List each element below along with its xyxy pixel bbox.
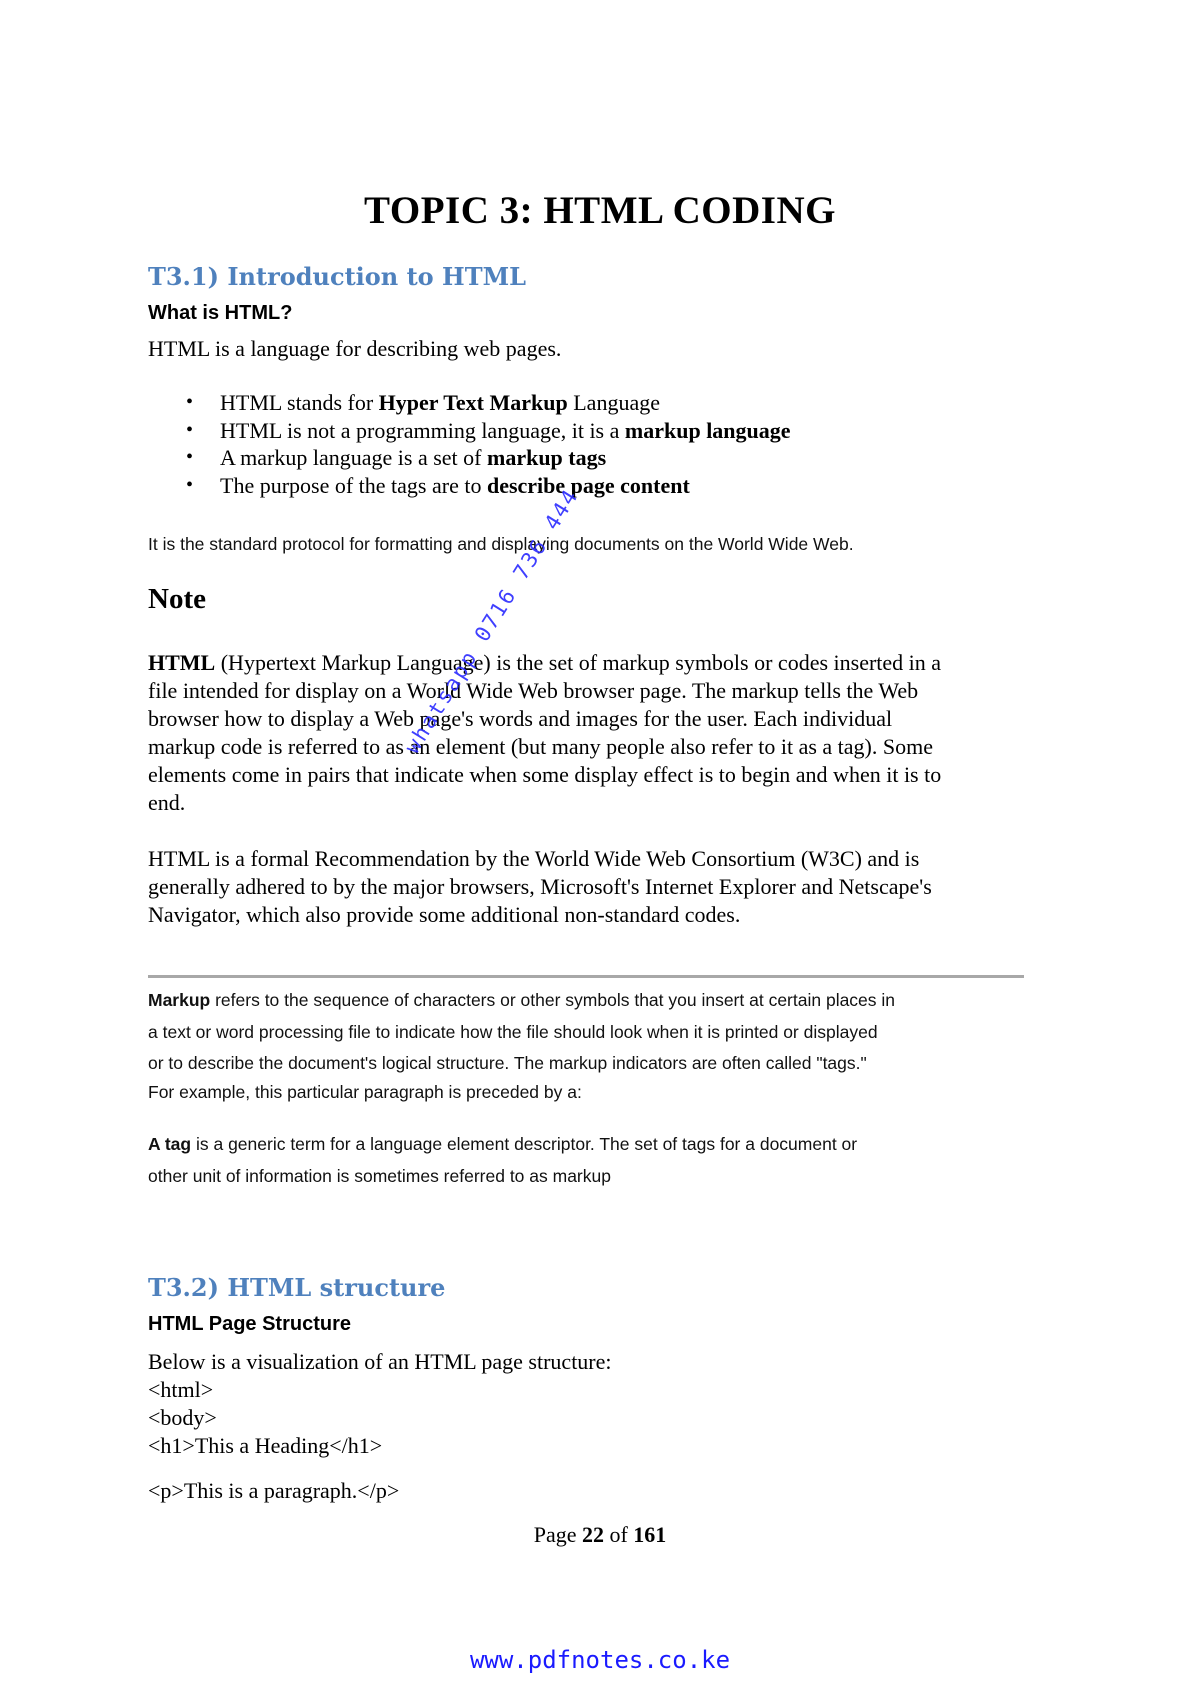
structure-paragraph-line: <p>This is a paragraph.</p> <box>148 1478 400 1503</box>
note-heading: Note <box>148 583 206 615</box>
subheading-page-structure: HTML Page Structure <box>148 1313 351 1335</box>
markup-paragraph: Markup refers to the sequence of characters or other symbols that you insert at certain places in a text or word processing file to indicate how the file should look when it is printed or displayed or to describe the document's logical structure. The markup indicators are often called "tags." For example, this particular paragraph is preceded by a: <box>148 990 896 1102</box>
structure-lines: Below is a visualization of an HTML page structure: <html> <body> <h1>This a Heading</h1> <box>148 1349 612 1458</box>
subheading-what-is-html: What is HTML? <box>148 302 293 324</box>
horizontal-divider <box>148 975 1024 978</box>
note-paragraph-2: HTML is a formal Recommendation by the World Wide Web Consortium (W3C) and is generally adhered to by the major browsers, Microsoft's Internet Explorer and Netscape's Navigator, which also provide some additional non-standard codes. <box>148 846 932 927</box>
footer-url: www.pdfnotes.co.ke <box>469 1646 731 1674</box>
html-facts-list <box>148 389 1048 499</box>
list-item: • HTML stands for Hyper Text Markup Language <box>148 389 1048 417</box>
protocol-text: It is the standard protocol for formatting and displaying documents on the World Wide Web. <box>148 534 854 554</box>
tag-paragraph: A tag is a generic term for a language element descriptor. The set of tags for a document or other unit of information is sometimes referred to as markup <box>148 1134 858 1186</box>
list-item: • The purpose of the tags are to describe page content <box>148 472 1048 500</box>
page-number: Page 22 of 161 <box>533 1522 667 1547</box>
list-item: • A markup language is a set of markup tags <box>148 444 1048 472</box>
intro-text: HTML is a language for describing web pages. <box>148 336 562 361</box>
list-item: • HTML is not a programming language, it is a markup language <box>148 417 1048 445</box>
page-title: TOPIC 3: HTML CODING <box>364 189 836 232</box>
note-paragraph-1: HTML (Hypertext Markup Language) is the set of markup symbols or codes inserted in a file intended for display on a World Wide Web browser page. The markup tells the Web browser how to display a Web page's words and images for the user. Each individual markup code is referred to as an element (but many people also refer to it as a tag). Some elements come in pairs that indicate when some display effect is to begin and when it is to end. <box>148 650 942 815</box>
section-heading-intro: T3.1) Introduction to HTML <box>148 262 527 291</box>
section-heading-structure: T3.2) HTML structure <box>148 1273 446 1302</box>
watermark-text: whatsapp 0716 736 444 <box>400 484 584 758</box>
